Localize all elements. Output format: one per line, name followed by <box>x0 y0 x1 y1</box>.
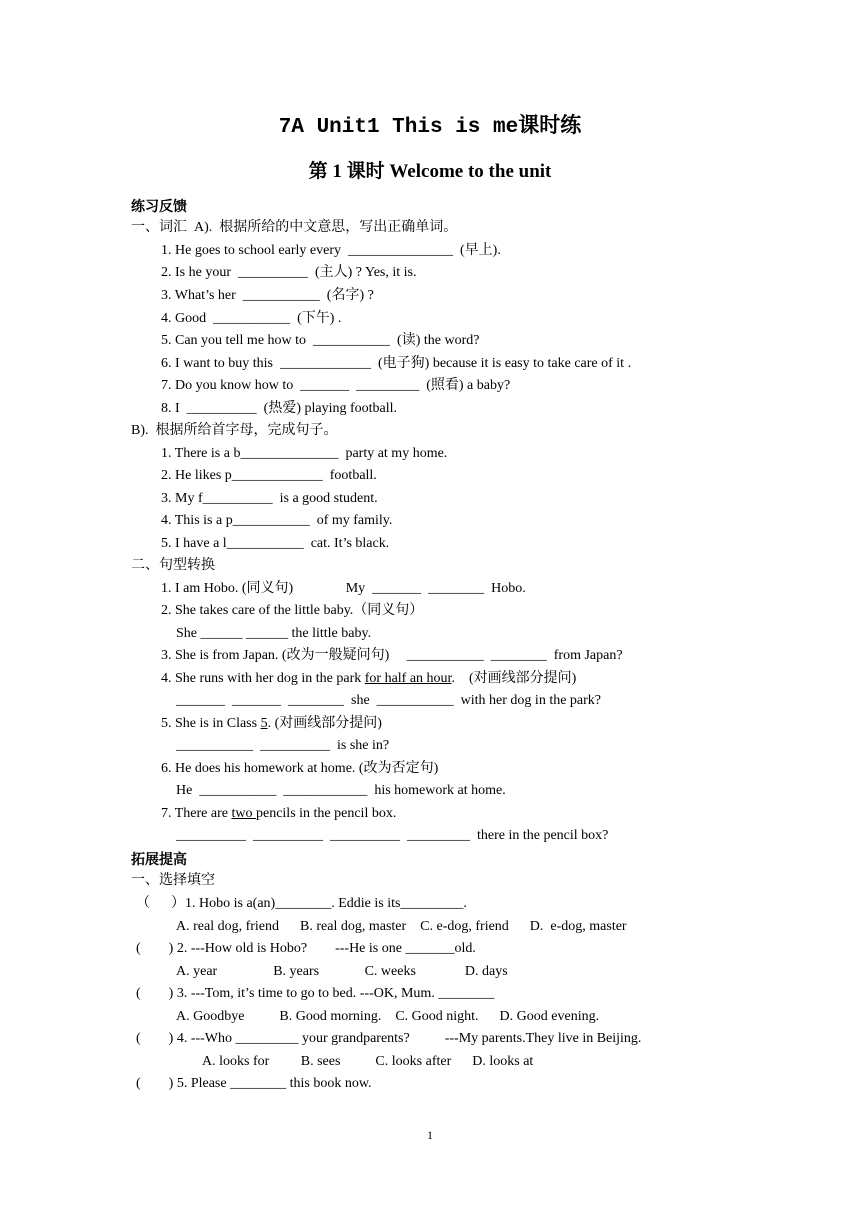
choice-question: ( ) 5. Please ________ this book now. <box>136 1076 372 1091</box>
choice-question: ( ) 3. ---Tom, it’s time to go to bed. ---OK, Mum. ________ <box>136 986 495 1001</box>
transform-item: 2. She takes care of the little baby.（同义句） <box>161 603 424 618</box>
section-feedback-heading: 练习反馈 <box>131 198 187 214</box>
transform-item: 3. She is from Japan. (改为一般疑问句) ___________ ________ from Japan? <box>161 648 623 663</box>
vocab-a-item: 5. Can you tell me how to ___________ (读) the word? <box>161 333 480 348</box>
choice-question: ( ) 2. ---How old is Hobo? ---He is one _______old. <box>136 941 476 956</box>
transform-text: pencils in the pencil box. <box>255 806 397 821</box>
underlined-phrase: 5 <box>260 716 268 731</box>
part1b-heading: B). 根据所给首字母，完成句子。 <box>131 423 338 438</box>
transform-item <box>161 715 382 733</box>
vocab-b-item: 1. There is a b______________ party at my home. <box>161 446 448 461</box>
vocab-b-item: 4. This is a p___________ of my family. <box>161 513 393 528</box>
underlined-phrase: for half an hour <box>364 671 452 686</box>
transform-item <box>161 805 396 823</box>
choice-options: A. Goodbye B. Good morning. C. Good night. D. Good evening. <box>176 1009 600 1024</box>
transform-answer: __________ __________ __________ _________ there in the pencil box? <box>176 828 609 843</box>
transform-text: 5. She is in Class <box>161 716 261 731</box>
transform-item: 1. I am Hobo. (同义句) My _______ ________ Hobo. <box>161 581 526 596</box>
part1-heading: 一、词汇 A). 根据所给的中文意思，写出正确单词。 <box>131 220 458 235</box>
choice-question: ( ) 4. ---Who _________ your grandparents? ---My parents.They live in Beijing. <box>136 1031 642 1046</box>
part2-heading: 二、句型转换 <box>131 558 215 573</box>
page-subtitle: 第 1 课时 Welcome to the unit <box>308 161 552 182</box>
vocab-a-item: 7. Do you know how to _______ _________ (照看) a baby? <box>161 378 511 393</box>
transform-item: 6. He does his homework at home. (改为否定句) <box>161 761 439 776</box>
vocab-b-item: 5. I have a l___________ cat. It’s black. <box>161 536 390 551</box>
underlined-phrase: two <box>231 806 256 821</box>
transform-answer: ___________ __________ is she in? <box>176 738 390 753</box>
transform-answer: She ______ ______ the little baby. <box>176 626 372 641</box>
vocab-a-item: 4. Good ___________ (下午) . <box>161 311 342 326</box>
vocab-b-item: 2. He likes p_____________ football. <box>161 468 377 483</box>
page-title: 7A Unit1 This is me课时练 <box>278 116 582 139</box>
vocab-b-item: 3. My f__________ is a good student. <box>161 491 378 506</box>
transform-answer: _______ _______ ________ she ___________ with her dog in the park? <box>176 693 602 708</box>
choice-options: A. looks for B. sees C. looks after D. looks at <box>202 1054 534 1069</box>
transform-answer: He ___________ ____________ his homework at home. <box>176 783 506 798</box>
choice-question: （ ）1. Hobo is a(an)________. Eddie is its_________. <box>136 896 467 911</box>
transform-text: 7. There are <box>161 806 232 821</box>
vocab-a-item: 2. Is he your __________ (主人) ? Yes, it is. <box>161 265 417 280</box>
transform-text: . (对画线部分提问) <box>451 671 577 686</box>
vocab-a-item: 6. I want to buy this _____________ (电子狗) because it is easy to take care of it . <box>161 356 632 371</box>
choice-options: A. real dog, friend B. real dog, master C. e-dog, friend D. e-dog, master <box>176 919 627 934</box>
section-extend-heading: 拓展提高 <box>131 851 187 867</box>
vocab-a-item: 1. He goes to school early every _______________ (早上). <box>161 243 501 258</box>
transform-text: 4. She runs with her dog in the park <box>161 671 365 686</box>
vocab-a-item: 3. What’s her ___________ (名字) ? <box>161 288 374 303</box>
transform-text: . (对画线部分提问) <box>267 716 382 731</box>
transform-item <box>161 670 576 688</box>
page-number: 1 <box>427 1128 433 1142</box>
part3-heading: 一、选择填空 <box>131 873 215 888</box>
choice-options: A. year B. years C. weeks D. days <box>176 964 508 979</box>
vocab-a-item: 8. I __________ (热爱) playing football. <box>161 401 398 416</box>
